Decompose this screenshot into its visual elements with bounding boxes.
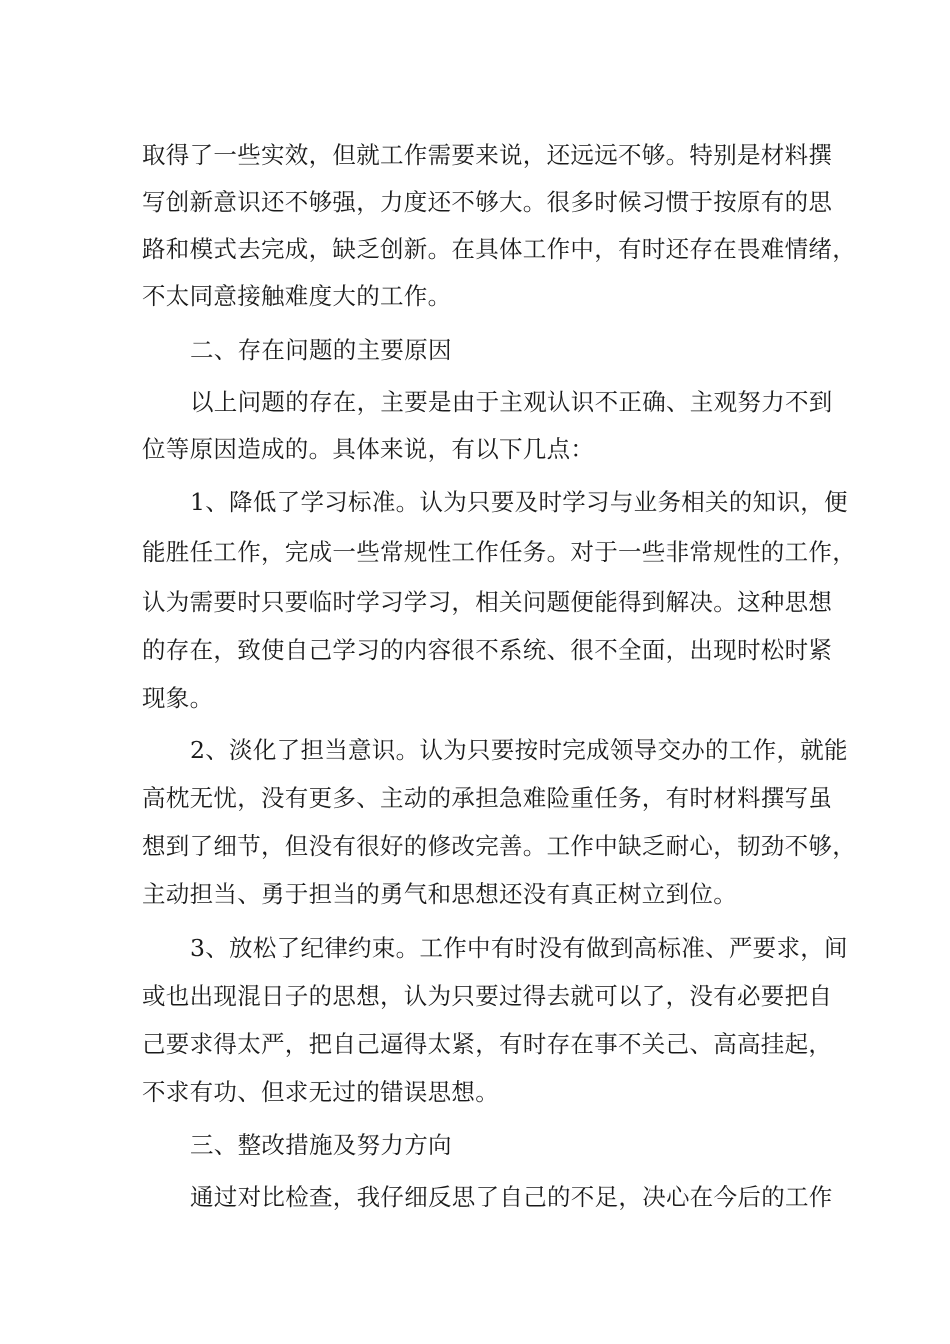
- paragraph-line: 以上问题的存在，主要是由于主观认识不正确、主观努力不到: [190, 388, 833, 416]
- paragraph-line: 位等原因造成的。具体来说，有以下几点：: [142, 435, 595, 463]
- paragraph-line: 想到了细节，但没有很好的修改完善。工作中缺乏耐心，韧劲不够，: [142, 832, 856, 860]
- paragraph-line: 2、淡化了担当意识。认为只要按时完成领导交办的工作，就能: [190, 736, 848, 764]
- paragraph-line: 现象。: [142, 684, 214, 712]
- paragraph-line: 高枕无忧，没有更多、主动的承担急难险重任务，有时材料撰写虽: [142, 784, 833, 812]
- paragraph-line: 或也出现混日子的思想，认为只要过得去就可以了，没有必要把自: [142, 982, 833, 1010]
- paragraph-line: 3、放松了纪律约束。工作中有时没有做到高标准、严要求，间: [190, 934, 848, 962]
- paragraph-line: 通过对比检查，我仔细反思了自己的不足，决心在今后的工作: [190, 1183, 833, 1211]
- paragraph-line: 主动担当、勇于担当的勇气和思想还没有真正树立到位。: [142, 880, 737, 908]
- paragraph-line: 己要求得太严，把自己逼得太紧，有时存在事不关己、高高挂起，: [142, 1030, 833, 1058]
- paragraph-line: 不太同意接触难度大的工作。: [142, 282, 452, 310]
- paragraph-line: 认为需要时只要临时学习学习，相关问题便能得到解决。这种思想: [142, 588, 833, 616]
- section-heading: 三、整改措施及努力方向: [190, 1131, 452, 1159]
- paragraph-line: 的存在，致使自己学习的内容很不系统、很不全面，出现时松时紧: [142, 636, 833, 664]
- paragraph-line: 写创新意识还不够强，力度还不够大。很多时候习惯于按原有的思: [142, 188, 833, 216]
- paragraph-line: 1、降低了学习标准。认为只要及时学习与业务相关的知识，便: [190, 488, 848, 516]
- section-heading: 二、存在问题的主要原因: [190, 336, 452, 364]
- paragraph-line: 不求有功、但求无过的错误思想。: [142, 1078, 499, 1106]
- paragraph-line: 能胜任工作，完成一些常规性工作任务。对于一些非常规性的工作，: [142, 538, 856, 566]
- paragraph-line: 取得了一些实效，但就工作需要来说，还远远不够。特别是材料撰: [142, 141, 833, 169]
- paragraph-line: 路和模式去完成，缺乏创新。在具体工作中，有时还存在畏难情绪，: [142, 235, 856, 263]
